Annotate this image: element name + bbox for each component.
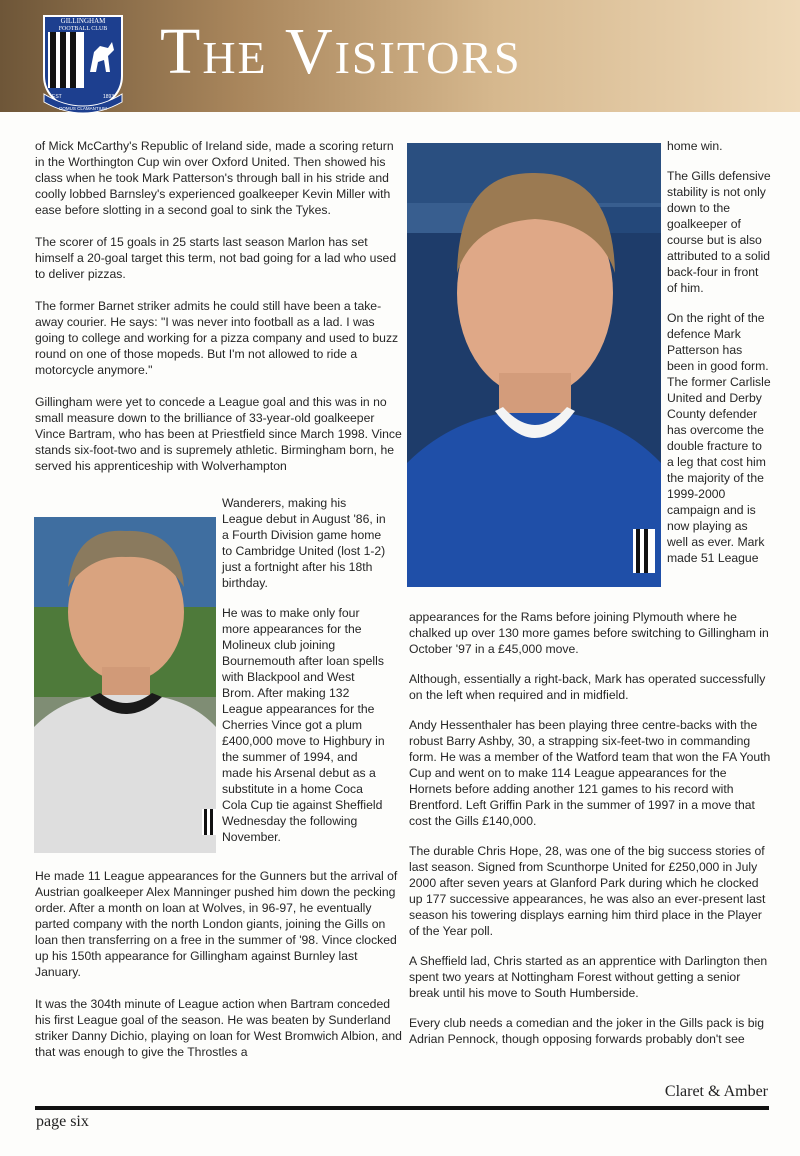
club-crest-icon <box>38 6 128 118</box>
defender-photo <box>407 143 661 587</box>
paragraph: A Sheffield lad, Chris started as an apprentice with Darlington then spent two years at Nottingham Forest without getting a senior break until his move to South Humberside. <box>409 954 768 1000</box>
paragraph: The scorer of 15 goals in 25 starts last season Marlon has set himself a 20-goal target this term, not bad going for a lad who used to deliver pizzas. <box>35 235 397 281</box>
article-right-bottom <box>409 609 771 1047</box>
article-beside-goalkeeper <box>222 495 390 845</box>
page-title: The Visitors <box>160 15 522 88</box>
article-left-top <box>35 138 405 474</box>
crest-motto-text: DOMUS CLAMANTIUM <box>59 106 107 111</box>
paragraph: The former Barnet striker admits he could still have been a take-away courier. He says: "I was never into football as a lad. I was going to college and working for a pizza company and used to buzz round on one of those mopeds. But I'm not allowed to ride a motorcycle anymore." <box>35 299 399 377</box>
paragraph: of Mick McCarthy's Republic of Ireland side, made a scoring return in the Worthington Cup win over Oxford United. Then showed his class when he took Mark Patterson's through ball in his stride and coolly lobbed Barnsley's experienced goalkeeper Kevin Miller with ease before slotting in a second goal to sink the Tykes. <box>35 139 394 217</box>
header-banner <box>0 0 800 112</box>
paragraph: Wanderers, making his League debut in August '86, in a Fourth Division game home to Cambridge United (lost 1-2) just a fortnight after his 18th birthday. <box>222 496 386 590</box>
magazine-name: Claret & Amber <box>664 1083 768 1100</box>
article-right-narrow <box>667 138 771 566</box>
paragraph: It was the 304th minute of League action when Bartram conceded his first League goal of the season. He was beaten by Sunderland striker Danny Dichio, playing on loan for West Bromwich Albion, and that was enough to give the Throstles a <box>35 997 402 1059</box>
crest-est-text: EST <box>52 94 62 100</box>
paragraph: Every club needs a comedian and the joker in the Gills pack is big Adrian Pennock, though opposing forwards probably don't see <box>409 1016 764 1046</box>
crest-top-text: GILLINGHAM <box>60 17 106 25</box>
page-number: page six <box>36 1113 89 1130</box>
paragraph: Gillingham were yet to concede a League goal and this was in no small measure down to the brilliance of 33-year-old goalkeeper Vince Bartram, who has been at Priestfield since March 1998. Vince stands six-foot-two and is supremely athletic. Birmingham born, he served his apprenticeship with Wolverhampton <box>35 395 402 473</box>
paragraph: The durable Chris Hope, 28, was one of the big success stories of last season. Signed from Scunthorpe United for £250,000 in July 2000 after seven years at Glanford Park during which he clocked up 177 successive appearances, he was also an ever-present last season his towering displays earning him third place in the Player of the Year poll. <box>409 844 766 938</box>
paragraph: On the right of the defence Mark Patterson has been in good form. The former Carlisle United and Derby County defender has overcome the double fracture to a leg that cost him the majority of the 1999-2000 campaign and is now playing as well as ever. Mark made 51 League <box>667 311 771 565</box>
article-left-bottom <box>35 868 405 1060</box>
paragraph: appearances for the Rams before joining Plymouth where he chalked up over 130 more games before switching to Gillingham in October '97 in a £45,000 move. <box>409 610 769 656</box>
paragraph: He made 11 League appearances for the Gunners but the arrival of Austrian goalkeeper Alex Manninger pushed him down the pecking order. After a month on loan at Wolves, in 96-97, he eventually parted company with the north London giants, joining the Gills on loan then transferring on a free in the summer of '98. Vince clocked up his 150th appearance for Gillingham against Burnley last January. <box>35 869 398 979</box>
paragraph: The Gills defensive stability is not only down to the goalkeeper of course but is also attributed to a solid back-four in front of him. <box>667 169 771 295</box>
paragraph: He was to make only four more appearances for the Molineux club joining Bournemouth after loan spells with Blackpool and West Brom. After making 132 League appearances for the Cherries Vince got a plum £400,000 move to Highbury in the summer of 1994, and made his Arsenal debut as a substitute in a home Coca Cola Cup tie against Sheffield Wednesday the following November. <box>222 606 385 844</box>
paragraph: Although, essentially a right-back, Mark has operated successfully on the left when required and in midfield. <box>409 672 766 702</box>
paragraph: Andy Hessenthaler has been playing three centre-backs with the robust Barry Ashby, 30, a strapping six-feet-two in commanding form. He was a member of the Watford team that won the FA Youth Cup and went on to make 114 League appearances for the Hornets before adding another 121 games to his record with Brentford. Left Griffin Park in the summer of 1997 in a move that cost the Gills £140,000. <box>409 718 771 828</box>
footer-rule <box>35 1106 769 1110</box>
paragraph: home win. <box>667 139 723 153</box>
goalkeeper-photo <box>34 517 216 853</box>
crest-year-text: 1893 <box>103 94 115 100</box>
crest-sub-text: FOOTBALL CLUB <box>58 26 108 32</box>
